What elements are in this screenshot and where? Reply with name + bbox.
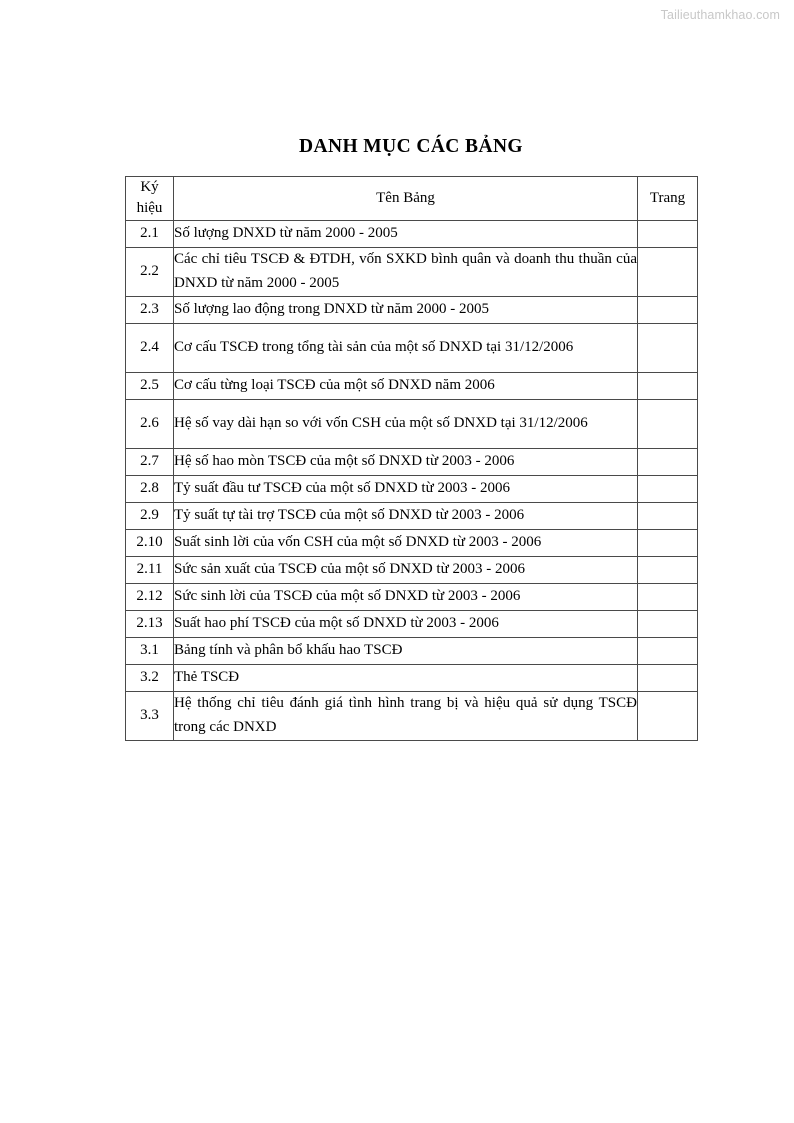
table-row <box>126 399 698 448</box>
cell-table-name: Số lượng DNXD từ năm 2000 - 2005 <box>174 220 638 247</box>
cell-key: 2.6 <box>126 399 174 448</box>
cell-table-name: Số lượng lao động trong DNXD từ năm 2000 - 2005 <box>174 296 638 323</box>
table-row <box>126 448 698 475</box>
cell-page-number <box>638 399 698 448</box>
cell-page-number <box>638 448 698 475</box>
table-body <box>126 220 698 740</box>
cell-page-number <box>638 664 698 691</box>
table-header-row <box>126 177 698 221</box>
cell-page-number <box>638 637 698 664</box>
cell-key: 2.2 <box>126 247 174 296</box>
column-header-key-line2: hiệu <box>136 200 163 217</box>
column-header-page: Trang <box>638 177 698 221</box>
table-row <box>126 556 698 583</box>
cell-key: 2.13 <box>126 610 174 637</box>
cell-page-number <box>638 372 698 399</box>
column-header-key-line1: Ký <box>140 179 159 195</box>
table-row <box>126 637 698 664</box>
table-row <box>126 691 698 740</box>
cell-key: 2.7 <box>126 448 174 475</box>
cell-key: 3.1 <box>126 637 174 664</box>
cell-key: 3.3 <box>126 691 174 740</box>
cell-page-number <box>638 610 698 637</box>
cell-key: 2.3 <box>126 296 174 323</box>
table-row <box>126 247 698 296</box>
column-header-name: Tên Bảng <box>174 177 638 221</box>
cell-key: 2.5 <box>126 372 174 399</box>
cell-key: 2.8 <box>126 475 174 502</box>
cell-table-name: Sức sinh lời của TSCĐ của một số DNXD từ 2003 - 2006 <box>174 583 638 610</box>
cell-page-number <box>638 529 698 556</box>
cell-key: 2.10 <box>126 529 174 556</box>
cell-key: 2.1 <box>126 220 174 247</box>
table-row <box>126 664 698 691</box>
cell-page-number <box>638 691 698 740</box>
list-of-tables <box>125 176 698 741</box>
watermark-text: Tailieuthamkhao.com <box>660 8 780 22</box>
cell-table-name: Hệ thống chỉ tiêu đánh giá tình hình trang bị và hiệu quả sử dụng TSCĐ trong các DNXD <box>174 691 638 740</box>
cell-table-name: Sức sản xuất của TSCĐ của một số DNXD từ 2003 - 2006 <box>174 556 638 583</box>
page-title: DANH MỤC CÁC BẢNG <box>299 136 523 157</box>
cell-table-name: Tỷ suất đầu tư TSCĐ của một số DNXD từ 2003 - 2006 <box>174 475 638 502</box>
table-row <box>126 475 698 502</box>
cell-key: 2.9 <box>126 502 174 529</box>
cell-page-number <box>638 475 698 502</box>
cell-page-number <box>638 247 698 296</box>
column-header-key <box>126 177 174 221</box>
table-row <box>126 323 698 372</box>
cell-key: 3.2 <box>126 664 174 691</box>
cell-table-name: Hệ số vay dài hạn so với vốn CSH của một số DNXD tại 31/12/2006 <box>174 399 638 448</box>
table-row <box>126 529 698 556</box>
table-row <box>126 372 698 399</box>
cell-page-number <box>638 583 698 610</box>
cell-page-number <box>638 502 698 529</box>
cell-key: 2.12 <box>126 583 174 610</box>
cell-page-number <box>638 296 698 323</box>
cell-page-number <box>638 323 698 372</box>
table-row <box>126 502 698 529</box>
cell-table-name: Tỷ suất tự tài trợ TSCĐ của một số DNXD từ 2003 - 2006 <box>174 502 638 529</box>
cell-table-name: Hệ số hao mòn TSCĐ của một số DNXD từ 2003 - 2006 <box>174 448 638 475</box>
cell-key: 2.11 <box>126 556 174 583</box>
table-row <box>126 220 698 247</box>
table-row <box>126 583 698 610</box>
cell-table-name: Thẻ TSCĐ <box>174 664 638 691</box>
table-row <box>126 610 698 637</box>
cell-page-number <box>638 220 698 247</box>
cell-table-name: Cơ cấu từng loại TSCĐ của một số DNXD năm 2006 <box>174 372 638 399</box>
cell-table-name: Bảng tính và phân bổ khấu hao TSCĐ <box>174 637 638 664</box>
cell-table-name: Suất hao phí TSCĐ của một số DNXD từ 2003 - 2006 <box>174 610 638 637</box>
cell-table-name: Suất sinh lời của vốn CSH của một số DNXD từ 2003 - 2006 <box>174 529 638 556</box>
cell-table-name: Cơ cấu TSCĐ trong tổng tài sản của một số DNXD tại 31/12/2006 <box>174 323 638 372</box>
cell-table-name: Các chỉ tiêu TSCĐ & ĐTDH, vốn SXKD bình quân và doanh thu thuần của DNXD từ năm 2000 - 2005 <box>174 247 638 296</box>
table-row <box>126 296 698 323</box>
cell-key: 2.4 <box>126 323 174 372</box>
cell-page-number <box>638 556 698 583</box>
